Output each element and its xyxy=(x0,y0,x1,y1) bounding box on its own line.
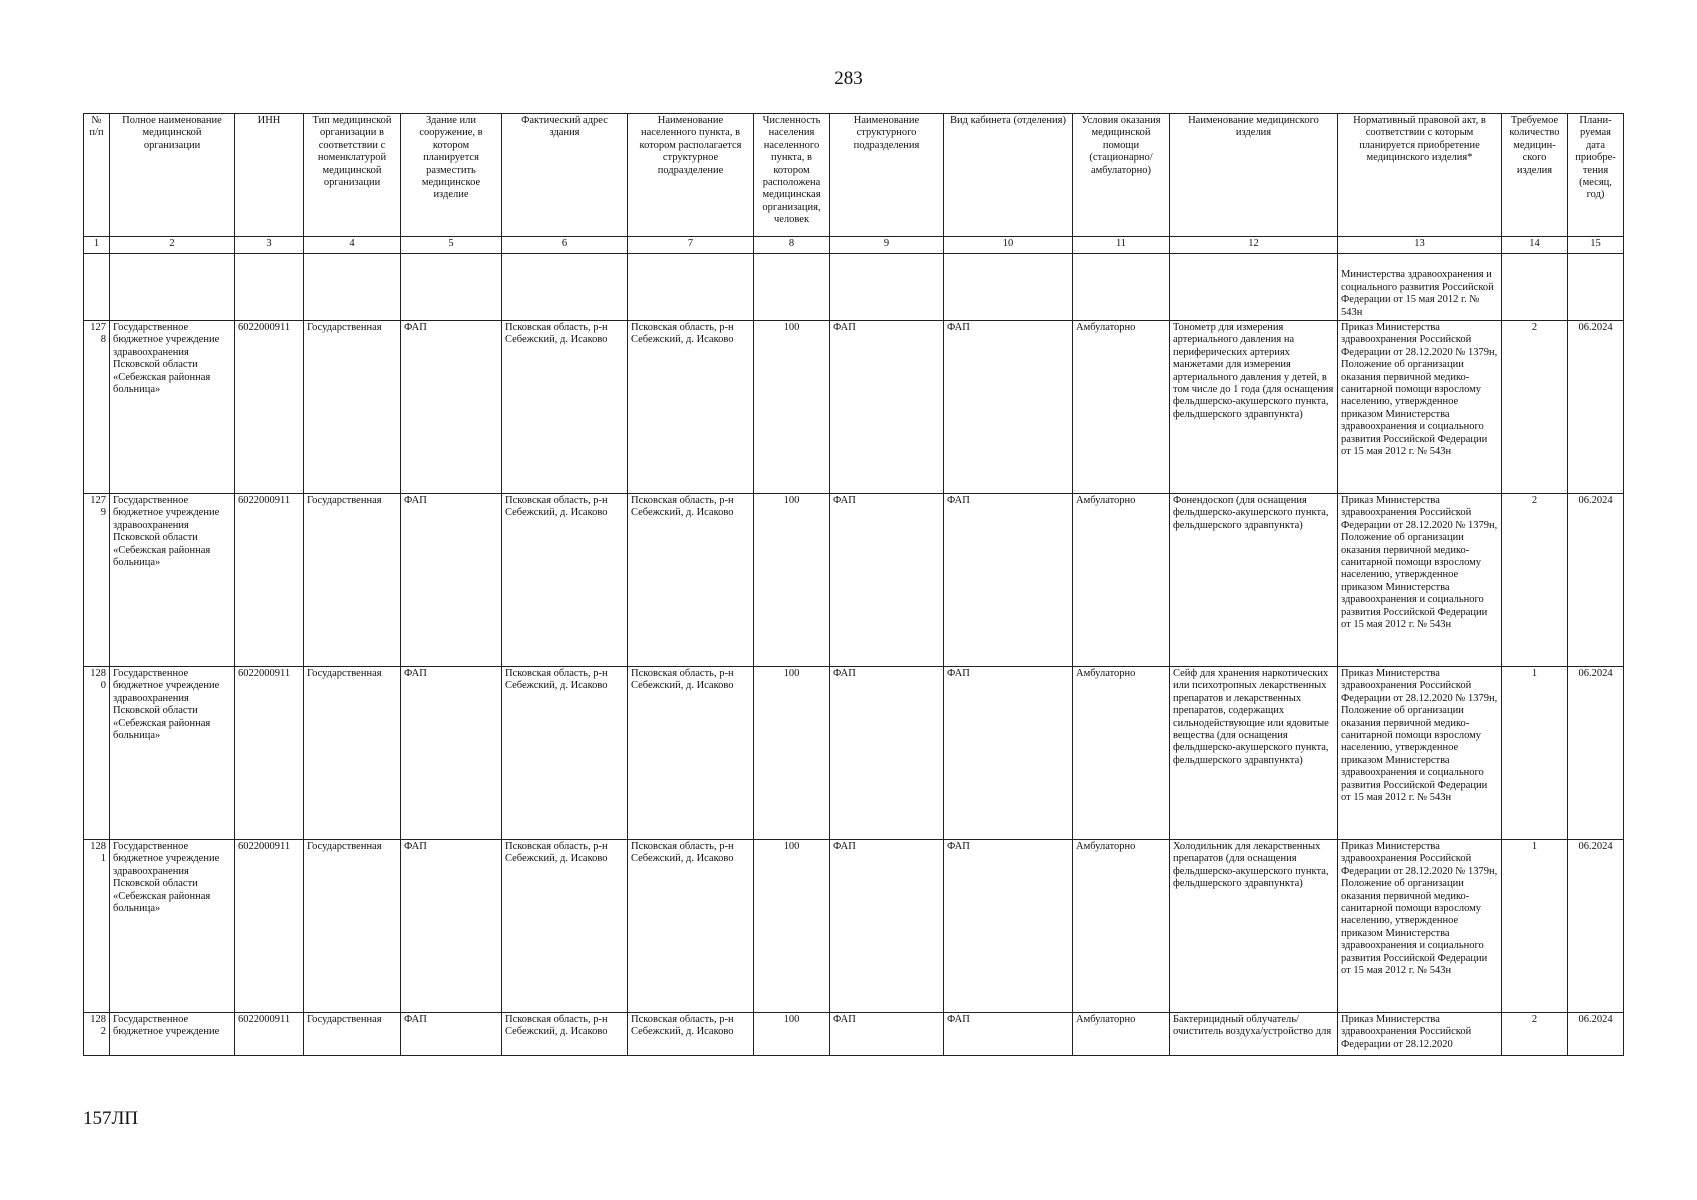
cell-population: 100 xyxy=(754,1013,830,1056)
cell-device-name: Холодильник для лекарственных препаратов (для оснащения фельдшерско-акушерского пункта, фельдшерского здравпункта) xyxy=(1170,840,1338,1013)
cell-legal-act: Приказ Министерства здравоохранения Российской Федерации от 28.12.2020 № 1379н, Положение об организации оказания первичной медико-санитарной помощи взрослому населению, утвержденное приказом Министерства здравоохранения и социального развития Российской Федерации от 15 мая 2012 г. № 543н xyxy=(1338,494,1502,667)
continuation-act-text: Министерства здравоохранения и социального развития Российской Федерации от 15 мая 2012 г. № 543н xyxy=(1341,269,1494,318)
table-row xyxy=(84,840,1624,1013)
column-number: 13 xyxy=(1338,237,1502,254)
col-header: Нормативный правовой акт, в соответствии с которым планируется приобретение медицинского изделия* xyxy=(1338,114,1502,237)
header-row xyxy=(84,114,1624,237)
cell-structural-unit: ФАП xyxy=(830,1013,944,1056)
cell-population: 100 xyxy=(754,494,830,667)
cell-quantity: 2 xyxy=(1502,1013,1568,1056)
cell-quantity: 2 xyxy=(1502,494,1568,667)
col-header: Наименование медицинского изделия xyxy=(1170,114,1338,237)
cell-org-type: Государственная xyxy=(304,1013,401,1056)
column-number: 5 xyxy=(401,237,502,254)
column-number-row xyxy=(84,237,1624,254)
cell-locality: Псковская область, р-н Себежский, д. Исаково xyxy=(628,494,754,667)
cell-locality: Псковская область, р-н Себежский, д. Исаково xyxy=(628,667,754,840)
cell-care-conditions: Амбулаторно xyxy=(1073,1013,1170,1056)
cell-population: 100 xyxy=(754,840,830,1013)
col-header: Полное наименование медицинской организации xyxy=(110,114,235,237)
equipment-register-table xyxy=(83,113,1624,1056)
column-number: 3 xyxy=(235,237,304,254)
table-row xyxy=(84,1013,1624,1056)
cell-structural-unit: ФАП xyxy=(830,667,944,840)
cell-care-conditions: Амбулаторно xyxy=(1073,667,1170,840)
cell-org-name: Государственное бюджетное учреждение здравоохранения Псковской области «Себежская районная больница» xyxy=(110,494,235,667)
col-header: Наименование населенного пункта, в котором располагается структурное подразделение xyxy=(628,114,754,237)
column-number: 15 xyxy=(1568,237,1624,254)
col-header: Вид кабинета (отделения) xyxy=(944,114,1073,237)
cell-building: ФАП xyxy=(401,494,502,667)
column-number: 10 xyxy=(944,237,1073,254)
cell-row-number: 1279 xyxy=(84,494,110,667)
cell-structural-unit: ФАП xyxy=(830,321,944,494)
table-row xyxy=(84,321,1624,494)
cell-inn: 6022000911 xyxy=(235,667,304,840)
cell-row-number: 1278 xyxy=(84,321,110,494)
cell-org-type: Государственная xyxy=(304,667,401,840)
cell-org-type: Государственная xyxy=(304,321,401,494)
column-number: 11 xyxy=(1073,237,1170,254)
cell-org-name: Государственное бюджетное учреждение xyxy=(110,1013,235,1056)
cell-org-name: Государственное бюджетное учреждение здравоохранения Псковской области «Себежская районная больница» xyxy=(110,840,235,1013)
cell-purchase-date: 06.2024 xyxy=(1568,494,1624,667)
cell-purchase-date: 06.2024 xyxy=(1568,1013,1624,1056)
document-code: 157ЛП xyxy=(83,1108,139,1129)
cell-quantity: 1 xyxy=(1502,840,1568,1013)
cell-address: Псковская область, р-н Себежский, д. Исаково xyxy=(502,1013,628,1056)
cell-legal-act: Приказ Министерства здравоохранения Российской Федерации от 28.12.2020 xyxy=(1338,1013,1502,1056)
column-number: 7 xyxy=(628,237,754,254)
col-header: Численность населения населенного пункта, в котором расположена медицинская организация, человек xyxy=(754,114,830,237)
cell-cabinet-type: ФАП xyxy=(944,1013,1073,1056)
cell-inn: 6022000911 xyxy=(235,321,304,494)
column-number: 4 xyxy=(304,237,401,254)
cell-inn: 6022000911 xyxy=(235,840,304,1013)
cell-device-name: Тонометр для измерения артериального давления на периферических артериях манжетами для измерения артериального давления у детей, в том числе до 1 года (для оснащения фельдшерско-акушерского пункта, фельдшерского здравпункта) xyxy=(1170,321,1338,494)
cell-structural-unit: ФАП xyxy=(830,494,944,667)
cell-building: ФАП xyxy=(401,321,502,494)
cell-cabinet-type: ФАП xyxy=(944,494,1073,667)
cell-building: ФАП xyxy=(401,667,502,840)
cell-legal-act: Приказ Министерства здравоохранения Российской Федерации от 28.12.2020 № 1379н, Положение об организации оказания первичной медико-санитарной помощи взрослому населению, утвержденное приказом Министерства здравоохранения и социального развития Российской Федерации от 15 мая 2012 г. № 543н xyxy=(1338,840,1502,1013)
table-row xyxy=(84,667,1624,840)
col-header: Здание или сооружение, в котором планируется разместить медицинское изделие xyxy=(401,114,502,237)
column-number: 9 xyxy=(830,237,944,254)
cell-inn: 6022000911 xyxy=(235,1013,304,1056)
page-number: 283 xyxy=(834,68,863,89)
cell-population: 100 xyxy=(754,667,830,840)
column-number: 2 xyxy=(110,237,235,254)
cell-locality: Псковская область, р-н Себежский, д. Исаково xyxy=(628,840,754,1013)
cell-address: Псковская область, р-н Себежский, д. Исаково xyxy=(502,321,628,494)
cell-address: Псковская область, р-н Себежский, д. Исаково xyxy=(502,667,628,840)
col-header: Тип медицинской организации в соответствии с номенклатурой медицинской организации xyxy=(304,114,401,237)
cell-org-name: Государственное бюджетное учреждение здравоохранения Псковской области «Себежская районная больница» xyxy=(110,667,235,840)
cell-locality: Псковская область, р-н Себежский, д. Исаково xyxy=(628,321,754,494)
cell-org-type: Государственная xyxy=(304,840,401,1013)
cell-structural-unit: ФАП xyxy=(830,840,944,1013)
col-header: Требуемое количество медицин- ского изделия xyxy=(1502,114,1568,237)
col-header: Плани- руемая дата приобре- тения (месяц, год) xyxy=(1568,114,1624,237)
column-number: 8 xyxy=(754,237,830,254)
cell-population: 100 xyxy=(754,321,830,494)
column-number: 1 xyxy=(84,237,110,254)
cell-cabinet-type: ФАП xyxy=(944,840,1073,1013)
cell-device-name: Бактерицидный облучатель/очиститель воздуха/устройство для xyxy=(1170,1013,1338,1056)
column-number: 12 xyxy=(1170,237,1338,254)
cell-row-number: 1281 xyxy=(84,840,110,1013)
column-number: 6 xyxy=(502,237,628,254)
col-header: № п/п xyxy=(84,114,110,237)
col-header: Условия оказания медицинской помощи (стационарно/ амбулаторно) xyxy=(1073,114,1170,237)
col-header: ИНН xyxy=(235,114,304,237)
cell-inn: 6022000911 xyxy=(235,494,304,667)
cell-device-name: Сейф для хранения наркотических или психотропных лекарственных препаратов и лекарственных препаратов, содержащих сильнодействующие или ядовитые вещества (для оснащения фельдшерско-акушерского пункта, фельдшерского здравпункта) xyxy=(1170,667,1338,840)
cell-address: Псковская область, р-н Себежский, д. Исаково xyxy=(502,840,628,1013)
cell-address: Псковская область, р-н Себежский, д. Исаково xyxy=(502,494,628,667)
cell-building: ФАП xyxy=(401,840,502,1013)
cell-legal-act: Приказ Министерства здравоохранения Российской Федерации от 28.12.2020 № 1379н, Положение об организации оказания первичной медико-санитарной помощи взрослому населению, утвержденное приказом Министерства здравоохранения и социального развития Российской Федерации от 15 мая 2012 г. № 543н xyxy=(1338,667,1502,840)
cell-org-type: Государственная xyxy=(304,494,401,667)
col-header: Наименование структурного подразделения xyxy=(830,114,944,237)
cell-care-conditions: Амбулаторно xyxy=(1073,494,1170,667)
cell-quantity: 1 xyxy=(1502,667,1568,840)
cell-building: ФАП xyxy=(401,1013,502,1056)
cell-purchase-date: 06.2024 xyxy=(1568,321,1624,494)
cell-legal-act: Приказ Министерства здравоохранения Российской Федерации от 28.12.2020 № 1379н, Положение об организации оказания первичной медико-санитарной помощи взрослому населению, утвержденное приказом Министерства здравоохранения и социального развития Российской Федерации от 15 мая 2012 г. № 543н xyxy=(1338,321,1502,494)
cell-purchase-date: 06.2024 xyxy=(1568,840,1624,1013)
cell-quantity: 2 xyxy=(1502,321,1568,494)
cell-org-name: Государственное бюджетное учреждение здравоохранения Псковской области «Себежская районная больница» xyxy=(110,321,235,494)
cell-device-name: Фонендоскоп (для оснащения фельдшерско-акушерского пункта, фельдшерского здравпункта) xyxy=(1170,494,1338,667)
table-row xyxy=(84,494,1624,667)
continuation-row xyxy=(84,254,1624,321)
cell-care-conditions: Амбулаторно xyxy=(1073,321,1170,494)
cell-cabinet-type: ФАП xyxy=(944,667,1073,840)
col-header: Фактический адрес здания xyxy=(502,114,628,237)
cell-row-number: 1280 xyxy=(84,667,110,840)
cell-purchase-date: 06.2024 xyxy=(1568,667,1624,840)
column-number: 14 xyxy=(1502,237,1568,254)
cell-row-number: 1282 xyxy=(84,1013,110,1056)
cell-locality: Псковская область, р-н Себежский, д. Исаково xyxy=(628,1013,754,1056)
cell-cabinet-type: ФАП xyxy=(944,321,1073,494)
cell-care-conditions: Амбулаторно xyxy=(1073,840,1170,1013)
